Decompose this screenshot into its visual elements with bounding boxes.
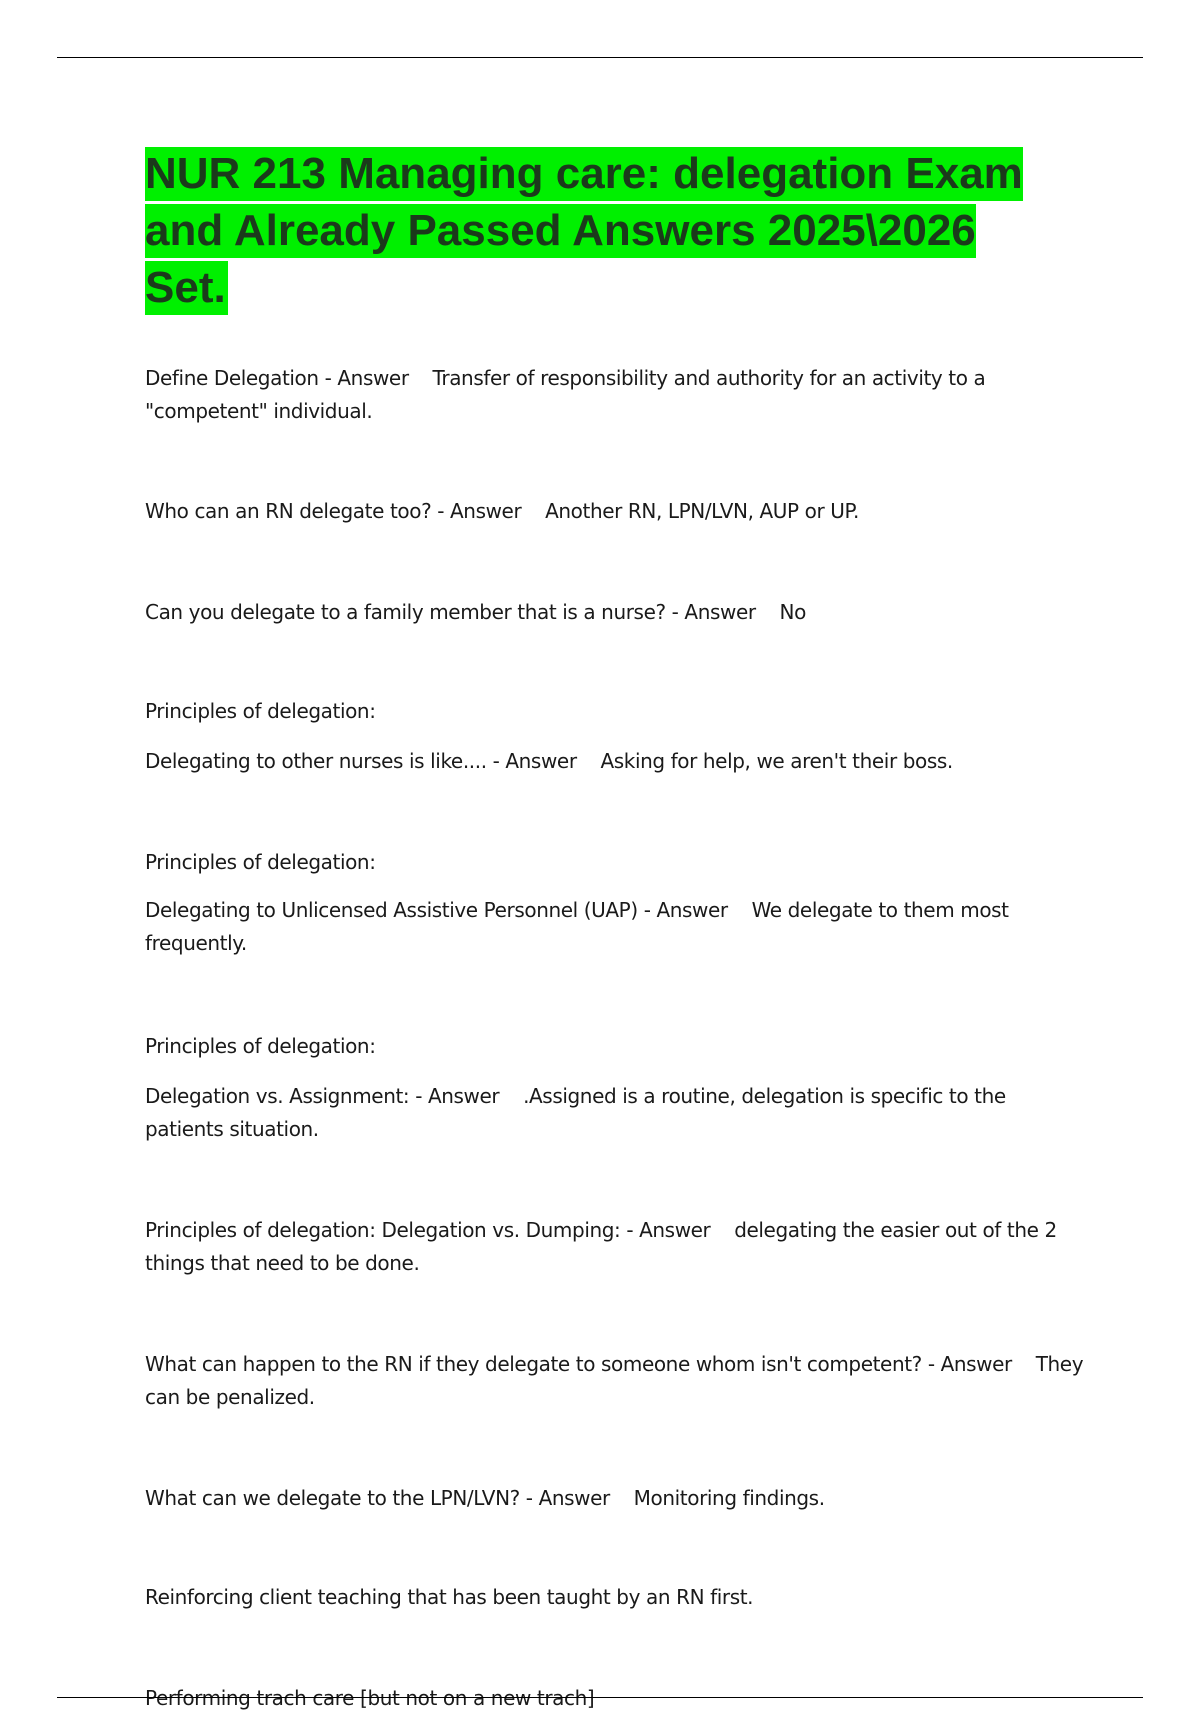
qa-delegation-vs-assignment: Delegation vs. Assignment: - Answer .Assigned is a routine, delegation is specific to the patients situation. xyxy=(145,1084,1012,1141)
qa-delegate-to-lpn: What can we delegate to the LPN/LVN? - Answer Monitoring findings. xyxy=(145,1486,825,1510)
principles-heading-2: Principles of delegation: xyxy=(145,850,376,874)
qa-delegating-uap: Delegating to Unlicensed Assistive Personnel (UAP) - Answer We delegate to them most frequently. xyxy=(145,898,1015,955)
principles-heading-3: Principles of delegation: xyxy=(145,1034,376,1058)
principles-heading-1: Principles of delegation: xyxy=(145,699,376,723)
header-rule xyxy=(57,57,1143,58)
document-title xyxy=(145,145,1045,316)
qa-family-member-nurse: Can you delegate to a family member that is a nurse? - Answer No xyxy=(145,600,806,624)
footer-rule xyxy=(57,1697,1143,1698)
performing-trach-care: Performing trach care [but not on a new trach] xyxy=(145,1686,595,1710)
qa-rn-penalized: What can happen to the RN if they delegate to someone whom isn't competent? - Answer They can be penalized. xyxy=(145,1352,1090,1409)
qa-delegation-vs-dumping: Principles of delegation: Delegation vs. Dumping: - Answer delegating the easier out of the 2 things that need to be done. xyxy=(145,1218,1063,1275)
qa-define-delegation: Define Delegation - Answer Transfer of responsibility and authority for an activity to a "competent" individual. xyxy=(145,366,992,423)
title-highlight: NUR 213 Managing care: delegation Exam and Already Passed Answers 2025\2026 Set. xyxy=(145,147,1023,315)
qa-delegating-other-nurses: Delegating to other nurses is like.... - Answer Asking for help, we aren't their boss. xyxy=(145,749,953,773)
reinforcing-client-teaching: Reinforcing client teaching that has been taught by an RN first. xyxy=(145,1585,754,1609)
qa-who-can-rn-delegate: Who can an RN delegate too? - Answer Another RN, LPN/LVN, AUP or UP. xyxy=(145,499,859,523)
